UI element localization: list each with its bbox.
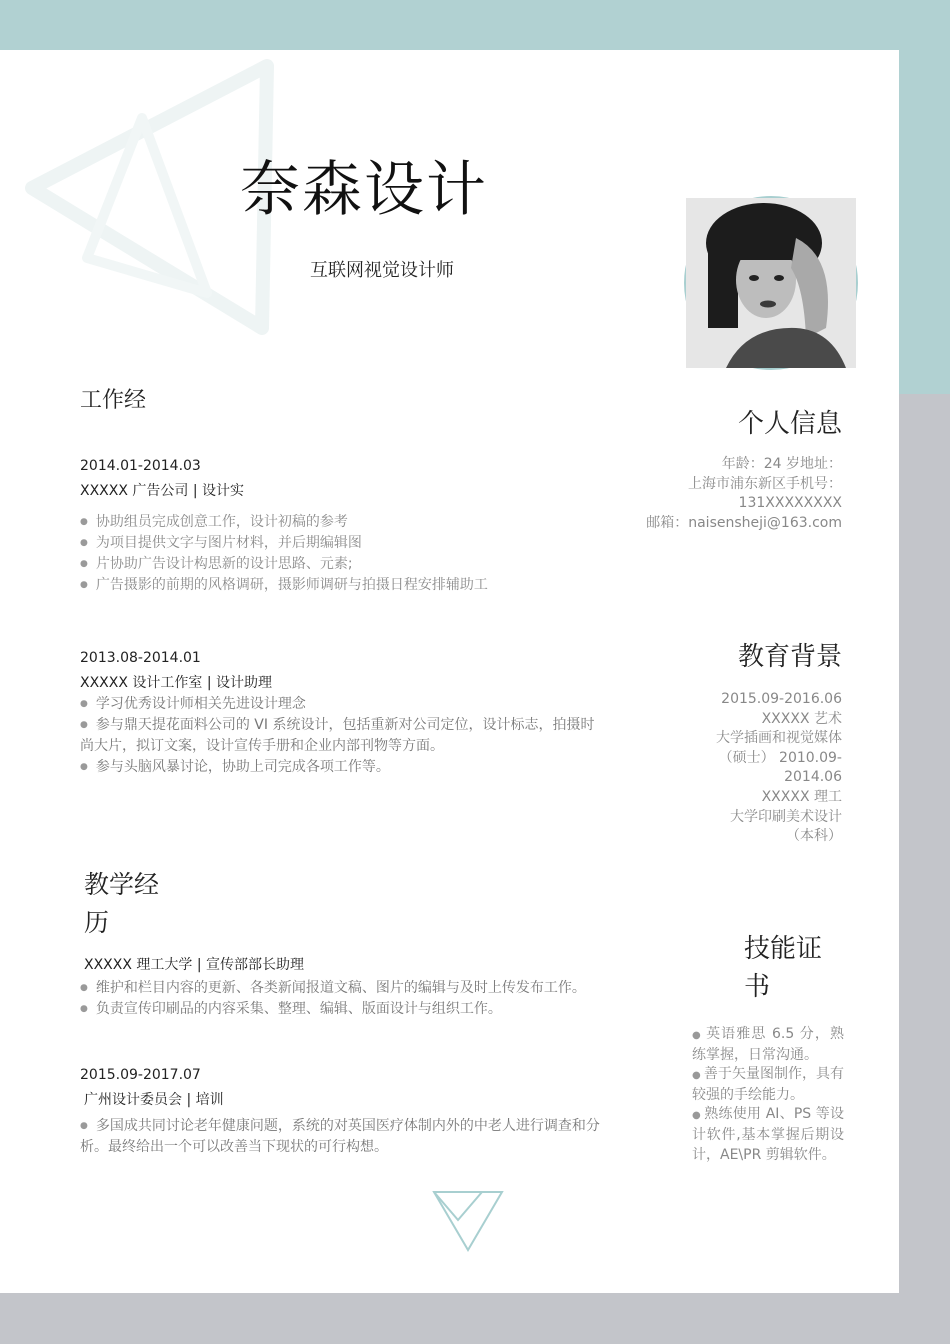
education-line: 2015.09-2016.06 [721, 691, 842, 707]
list-item: ● 参与头脑风暴讨论，协助上司完成各项工作等。 [80, 757, 606, 778]
list-item: ● 熟练使用 AI、PS 等设计软件,基本掌握后期设计，AE\PR 剪辑软件。 [692, 1105, 844, 1165]
portrait-photo [684, 196, 858, 370]
list-item: ● 维护和栏目内容的更新、各类新闻报道文稿、图片的编辑与及时上传发布工作。 [80, 978, 640, 999]
work-1-org: XXXXX 广告公司 | 设计实 [80, 483, 245, 499]
right-accent-band [899, 0, 950, 394]
teaching-section-title: 教学经历 [84, 870, 160, 937]
personal-email: 邮箱：naisensheji@163.com [646, 514, 842, 531]
teaching-2-date: 2015.09-2017.07 [80, 1067, 201, 1083]
list-item: ● 广告摄影的前期的风格调研，摄影师调研与拍摄日程安排辅助工 [80, 575, 600, 596]
teaching-2-org: 广州设计委员会 | 培训 [84, 1092, 224, 1108]
work-2-org: XXXXX 设计工作室 | 设计助理 [80, 675, 273, 691]
work-1-bullets [80, 512, 600, 595]
work-2-bullets [80, 694, 606, 778]
resume-role: 互联网视觉设计师 [310, 260, 454, 281]
skills-list [692, 1025, 844, 1163]
education-section-title: 教育背景 [737, 642, 842, 672]
education-line: XXXXX 艺术 [761, 710, 842, 727]
list-item: ● 学习优秀设计师相关先进设计理念 [80, 694, 606, 715]
education-info [642, 690, 842, 845]
education-line: 大学印刷美术设计 [730, 808, 842, 825]
education-line: （本科） [786, 828, 842, 845]
education-line: XXXXX 理工 [761, 788, 842, 805]
triangle-small-icon [430, 1188, 506, 1254]
teaching-1-bullets [80, 978, 640, 1020]
top-accent-band [0, 0, 950, 50]
personal-line: 上海市浦东新区手机号： [688, 475, 842, 492]
work-1-date: 2014.01-2014.03 [80, 458, 201, 474]
list-item: ● 善于矢量图制作，具有较强的手绘能力。 [692, 1065, 844, 1105]
personal-line: 131XXXXXXXX [738, 495, 842, 512]
list-item: ● 为项目提供文字与图片材料，并后期编辑图 [80, 533, 600, 554]
education-line: （硕士） 2010.09- [718, 749, 842, 766]
teaching-1-org: XXXXX 理工大学 | 宣传部部长助理 [84, 957, 305, 973]
education-line: 2014.06 [784, 769, 842, 786]
teaching-2-bullets [80, 1116, 620, 1158]
list-item: ● 多国成共同讨论老年健康问题，系统的对英国医疗体制内外的中老人进行调查和分析。最终给出一个可以改善当下现状的可行构想。 [80, 1116, 620, 1158]
list-item: ● 参与鼎天提花面料公司的 VI 系统设计，包括重新对公司定位，设计标志，拍摄时尚大片，拟订文案，设计宣传手册和企业内部刊物等方面。 [80, 715, 606, 757]
list-item: ● 负责宣传印刷品的内容采集、整理、编辑、版面设计与组织工作。 [80, 999, 640, 1020]
personal-line: 年龄：24 岁地址： [721, 456, 842, 472]
skills-section-title: 技能证书 [744, 934, 823, 1002]
list-item: ● 英语雅思 6.5 分，熟练掌握，日常沟通。 [692, 1025, 844, 1065]
personal-section-title: 个人信息 [737, 409, 842, 439]
work-2-date: 2013.08-2014.01 [80, 650, 201, 666]
list-item: ● 协助组员完成创意工作，设计初稿的参考 [80, 512, 600, 533]
work-section-title: 工作经 [80, 388, 147, 413]
list-item: ● 片协助广告设计构思新的设计思路、元素; [80, 554, 600, 575]
personal-info [582, 455, 842, 533]
resume-name: 奈森设计 [240, 155, 488, 225]
portrait-icon [686, 198, 856, 368]
education-line: 大学插画和视觉媒体 [716, 730, 842, 747]
